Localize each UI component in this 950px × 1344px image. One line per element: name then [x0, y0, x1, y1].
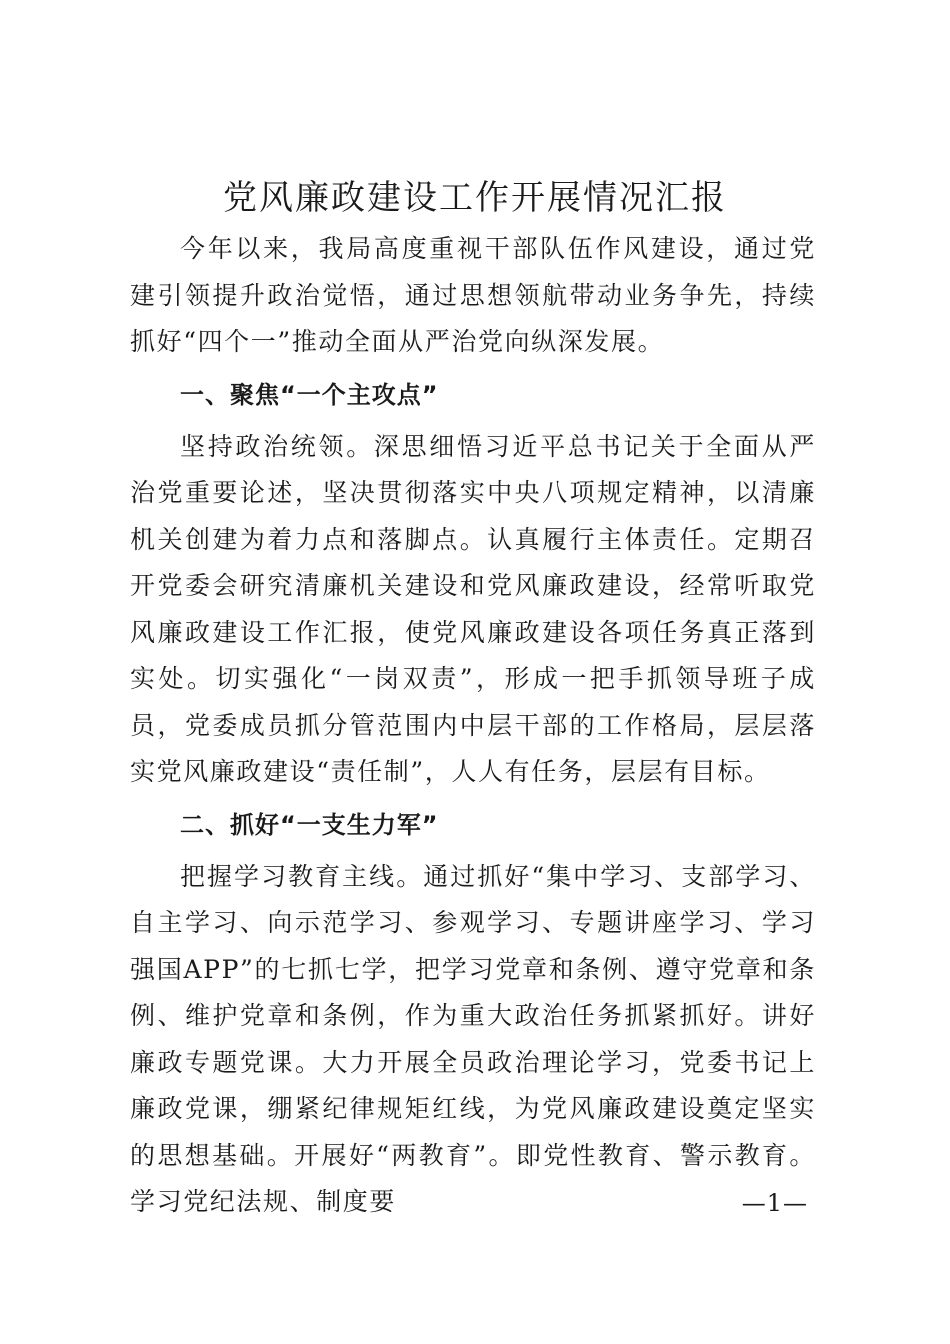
intro-paragraph: 今年以来，我局高度重视干部队伍作风建设，通过党建引领提升政治觉悟，通过思想领航带动业务争先，持续抓好“四个一”推动全面从严治党向纵深发展。: [130, 234, 816, 356]
page-number: —1—: [741, 1189, 808, 1217]
section-heading-1: 一、聚焦“一个主攻点”: [180, 380, 439, 409]
document-body: [130, 226, 816, 1226]
section-heading-2: 二、抓好“一支生力军”: [180, 810, 439, 839]
document-title: 党风廉政建设工作开展情况汇报: [223, 178, 727, 218]
section-body-2: 把握学习教育主线。通过抓好“集中学习、支部学习、自主学习、向示范学习、参观学习、专题讲座学习、学习强国APP”的七抓七学，把学习党章和条例、遵守党章和条例、维护党章和条例，作为重大政治任务抓紧抓好。讲好廉政专题党课。大力开展全员政治理论学习，党委书记上廉政党课，绷紧纪律规矩红线，为党风廉政建设奠定坚实的思想基础。开展好“两教育”。即党性教育、警示教育。学习党纪法规、制度要: [130, 861, 816, 1216]
section-body-1: 坚持政治统领。深思细悟习近平总书记关于全面从严治党重要论述，坚决贯彻落实中央八项规定精神，以清廉机关创建为着力点和落脚点。认真履行主体责任。定期召开党委会研究清廉机关建设和党风廉政建设，经常听取党风廉政建设工作汇报，使党风廉政建设各项任务真正落到实处。切实强化“一岗双责”，形成一把手抓领导班子成员，党委成员抓分管范围内中层干部的工作格局，层层落实党风廉政建设“责任制”，人人有任务，层层有目标。: [130, 431, 816, 786]
